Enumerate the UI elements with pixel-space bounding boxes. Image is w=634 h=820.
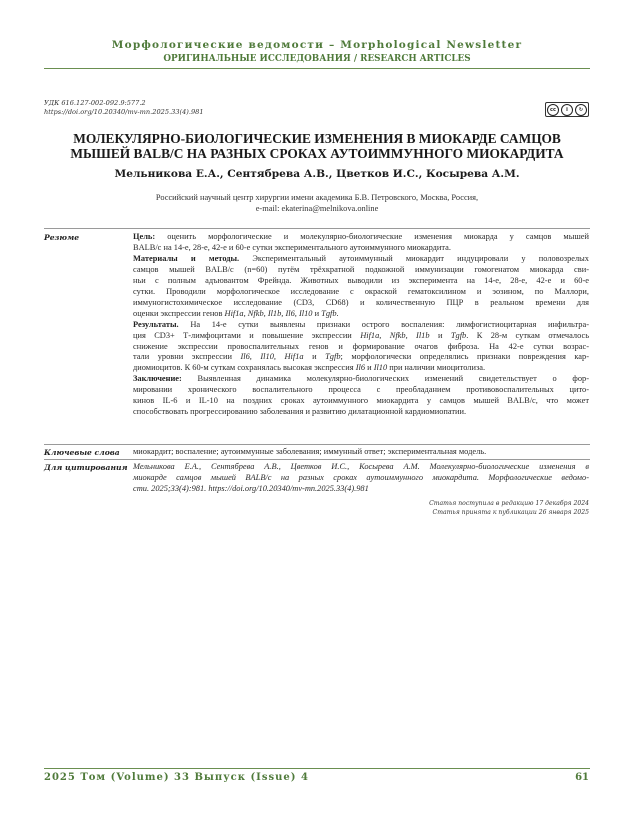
citation-label: Для цитирования [44, 463, 128, 472]
abstract-line: Результаты. На 14-е сутки выявлены признаки острого воспаления: лимфогистиоцитарная инфильтра- [133, 319, 589, 329]
footer-divider [44, 768, 590, 769]
aim-label: Цель: [133, 232, 156, 241]
accepted-date: Статья принята к публикации 26 января 2025 [432, 508, 589, 516]
results-label: Результаты. [133, 319, 179, 329]
resume-label: Резюме [44, 233, 80, 242]
abstract [133, 232, 589, 418]
doi-link[interactable]: https://doi.org/10.20340/mv-mn.2025.33(4).981 [44, 108, 204, 116]
article-meta [44, 99, 204, 117]
affiliation [44, 192, 590, 214]
citation-line[interactable]: сти. 2025;33(4):981. https://doi.org/10.20340/mv-mn.2025.33(4).981 [133, 483, 369, 493]
abstract-line: тали уровни экспрессии Il6, Il10, Hif1a и Tgfb; морфологически определялись признаки повреждения кар- [133, 352, 589, 362]
keywords-divider [44, 444, 590, 445]
citation-line: миокарде самцов мышей BALB/c на разных сроках аутоиммунного миокардита. Морфологические ведомо- [133, 472, 589, 482]
abstract-line: ньи с полным адъювантом Фрейнда. Животных выводили из эксперимента на 14-е, 28-е, 42-е и 60-е [133, 275, 589, 285]
authors: Мельникова Е.А., Сентябрева А.В., Цветков И.С., Косырева А.М. [114, 168, 520, 180]
section-title: ОРИГИНАЛЬНЫЕ ИССЛЕДОВАНИЯ / RESEARCH ARTICLES [163, 54, 471, 64]
methods-label: Материалы и методы. [133, 253, 240, 263]
abstract-divider-top [44, 228, 590, 229]
sa-icon: ↻ [575, 104, 587, 116]
received-date: Статья поступила в редакцию 17 декабря 2024 [429, 500, 589, 507]
header-divider [44, 68, 590, 69]
cc-icon: cc [547, 104, 559, 116]
abstract-line: Заключение: Выявленная динамика молекулярно-биологических изменений свидетельствует о фор- [133, 374, 589, 384]
title-line-1: МОЛЕКУЛЯРНО-БИОЛОГИЧЕСКИЕ ИЗМЕНЕНИЯ В МИОКАРДЕ САМЦОВ [73, 131, 561, 146]
by-icon: i [561, 104, 573, 116]
email[interactable]: e-mail: ekaterina@melnikova.online [255, 204, 379, 213]
citation [133, 462, 589, 495]
article-dates [300, 500, 589, 517]
keywords-label: Ключевые слова [44, 448, 120, 457]
abstract-line: диомиоцитов. К 60-м суткам сохранялась высокая экспрессия Il6 и Il10 при наличии миоцитолиза. [133, 363, 486, 373]
affiliation-line-1: Российский научный центр хирургии имени академика Б.В. Петровского, Москва, Россия, [155, 193, 479, 202]
cc-license-badge[interactable] [545, 102, 589, 117]
abstract-line: иммуногистохимическое исследование (CD3, CD68) и количественную ПЦР в реальном времени для [133, 297, 589, 307]
page-number: 61 [575, 772, 589, 783]
abstract-line: Материалы и методы. Экспериментальный аутоиммунный миокардит индуцировали у половозрелых [133, 253, 589, 263]
abstract-line: самцов мышей BALB/c (n=60) путём трёхкратной подкожной иммунизации гомогенатом миокарда сви- [133, 264, 589, 274]
abstract-line: снижение экспрессии провоспалительных генов и формирование очагов фиброза. На 42-е сутки возрас- [133, 341, 589, 351]
title-line-2: МЫШЕЙ BALB/C НА РАЗНЫХ СРОКАХ АУТОИММУННОГО МИОКАРДИТА [70, 146, 564, 161]
abstract-line: мировании хронического воспалительного процесса с преобладанием противовоспалительных цито- [133, 385, 589, 395]
conclusion-label: Заключение: [133, 374, 182, 384]
abstract-line: способствовать прогрессированию заболевания и развитию дилатационной кардиомиопатии. [133, 407, 467, 417]
journal-title: Морфологические ведомости – Morphological Newsletter [111, 39, 523, 51]
citation-line: Мельникова Е.А., Сентябрева А.В., Цветков И.С., Косырева А.М. Молекулярно-биологические изменения в [133, 462, 589, 471]
abstract-line: BALB/c на 14-е, 28-е, 42-е и 60-е сутки экспериментального аутоиммунного миокардита. [133, 242, 451, 252]
abstract-line: оценки экспрессии генов Hif1a, Nfkb, Il1b, Il6, Il10 и Tgfb. [133, 308, 339, 318]
udk: УДК 616.127-002-092.9:577.2 [44, 99, 146, 107]
citation-divider [44, 459, 590, 460]
article-title [44, 131, 590, 161]
abstract-line: Цель: оценить морфологические и молекулярно-биологические изменения миокарда у самцов мышей [133, 232, 589, 241]
keywords: миокардит; воспаление; аутоиммунные заболевания; иммунный ответ; экспериментальная модель. [133, 447, 487, 456]
abstract-line: кинов IL-6 и IL-10 на поздних сроках аутоиммунного миокардита у самцов мышей BALB/c, что может [133, 396, 589, 406]
abstract-line: сутки. Проводили морфологическое исследование с окраской гематоксилином и эозином, по Маллори, [133, 286, 589, 296]
abstract-line: ция CD3+ Т-лимфоцитами и повышение экспрессии Hif1a, Nfkb, Il1b и Tgfb. К 28-м суткам отмечалось [133, 330, 590, 340]
issue-info: 2025 Том (Volume) 33 Выпуск (Issue) 4 [44, 772, 309, 783]
